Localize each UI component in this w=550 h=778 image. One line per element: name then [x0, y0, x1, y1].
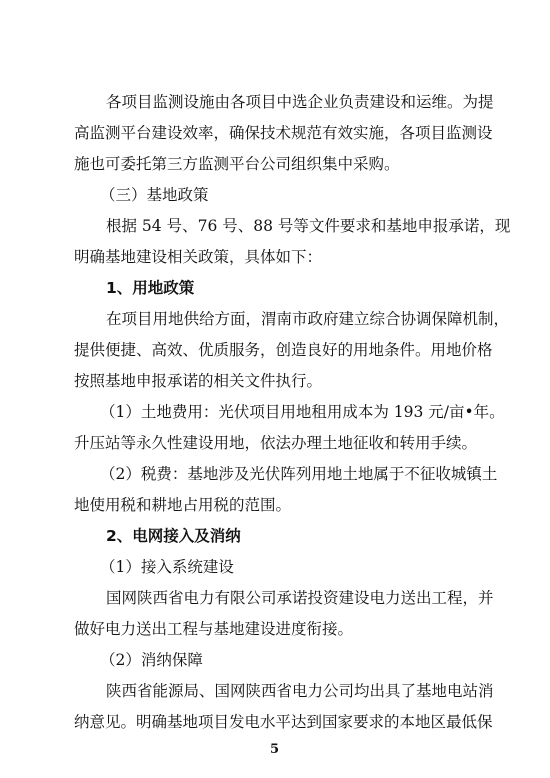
- body-text-line: 在项目用地供给方面，渭南市政府建立综合协调保障机制，: [106, 310, 510, 328]
- body-text-line: 施也可委托第三方监测平台公司组织集中采购。: [74, 155, 400, 173]
- body-text-line: （2）消纳保障: [100, 651, 203, 669]
- body-text-line: 根据 54 号、76 号、88 号等文件要求和基地申报承诺，现: [106, 217, 511, 235]
- body-text-line: （2）税费：基地涉及光伏阵列用地土地属于不征收城镇土: [100, 465, 498, 483]
- page-number: 5: [270, 742, 280, 757]
- body-text-line: （1）土地费用：光伏项目用地租用成本为 193 元/亩•年。: [100, 403, 505, 421]
- body-text-line: 陕西省能源局、国网陕西省电力公司均出具了基地电站消: [106, 682, 494, 700]
- body-text-line: （1）接入系统建设: [100, 558, 234, 576]
- body-text-line: 高监测平台建设效率，确保技术规范有效实施，各项目监测设: [74, 124, 493, 142]
- body-text-line: 纳意见。明确基地项目发电水平达到国家要求的本地区最低保: [74, 713, 493, 731]
- body-text-line: 做好电力送出工程与基地建设进度衔接。: [74, 620, 354, 638]
- body-text-line: 升压站等永久性建设用地，依法办理土地征收和转用手续。: [74, 434, 478, 452]
- body-text-line: 各项目监测设施由各项目中选企业负责建设和运维。为提: [106, 93, 494, 111]
- subsection-heading: 1、用地政策: [106, 279, 195, 297]
- body-text-line: 明确基地建设相关政策，具体如下：: [74, 248, 323, 266]
- body-text-line: 提供便捷、高效、优质服务，创造良好的用地条件。用地价格: [74, 341, 493, 359]
- body-text-line: 按照基地申报承诺的相关文件执行。: [74, 372, 323, 390]
- body-text-line: 国网陕西省电力有限公司承诺投资建设电力送出工程，并: [106, 589, 494, 607]
- section-heading: （三）基地政策: [100, 186, 209, 204]
- subsection-heading: 2、电网接入及消纳: [106, 527, 241, 545]
- body-text-line: 地使用税和耕地占用税的范围。: [74, 496, 292, 514]
